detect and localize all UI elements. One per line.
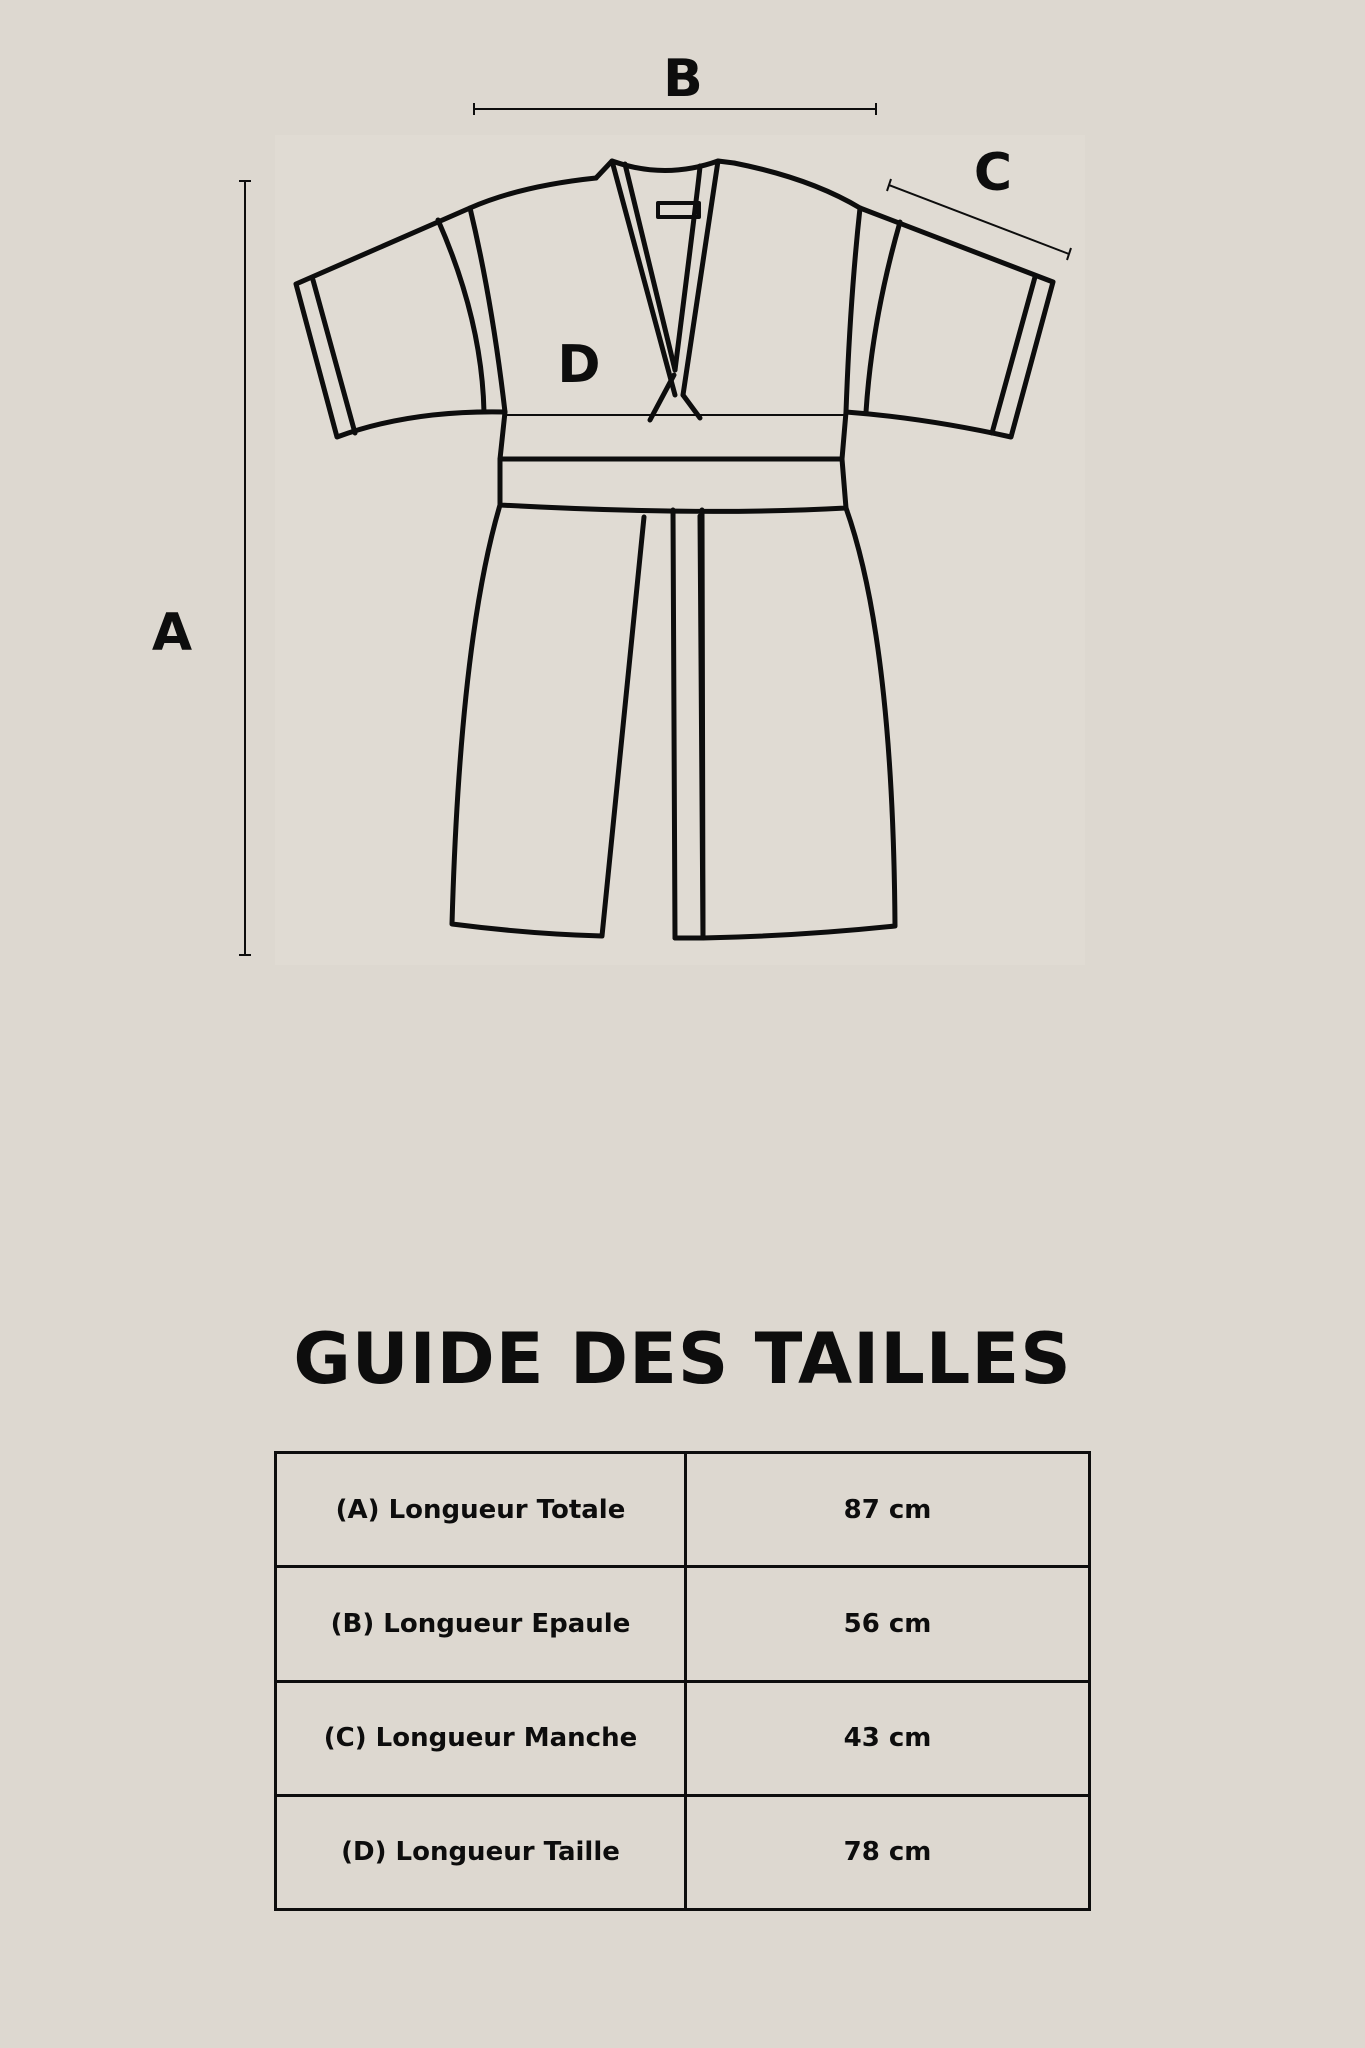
table-row bbox=[276, 1795, 1090, 1909]
dimension-line-a bbox=[239, 181, 251, 955]
table-row bbox=[276, 1453, 1090, 1567]
dimension-label-d: D bbox=[557, 335, 601, 395]
diagram-backdrop bbox=[275, 135, 1085, 965]
measurement-label: (D) Longueur Taille bbox=[276, 1795, 686, 1909]
measurement-label: (A) Longueur Totale bbox=[276, 1453, 686, 1567]
dimension-label-a: A bbox=[151, 603, 193, 663]
measurement-label: (C) Longueur Manche bbox=[276, 1681, 686, 1795]
measurement-value: 78 cm bbox=[686, 1795, 1090, 1909]
table-row bbox=[276, 1567, 1090, 1681]
size-table bbox=[274, 1451, 1091, 1911]
measurement-value: 43 cm bbox=[686, 1681, 1090, 1795]
measurement-value: 87 cm bbox=[686, 1453, 1090, 1567]
measurement-value: 56 cm bbox=[686, 1567, 1090, 1681]
page-title: GUIDE DES TAILLES bbox=[293, 1318, 1072, 1400]
measurement-label: (B) Longueur Epaule bbox=[276, 1567, 686, 1681]
dimension-label-b: B bbox=[663, 49, 703, 109]
table-row bbox=[276, 1681, 1090, 1795]
kimono-diagram bbox=[0, 0, 1365, 1000]
dimension-label-c: C bbox=[973, 143, 1013, 203]
